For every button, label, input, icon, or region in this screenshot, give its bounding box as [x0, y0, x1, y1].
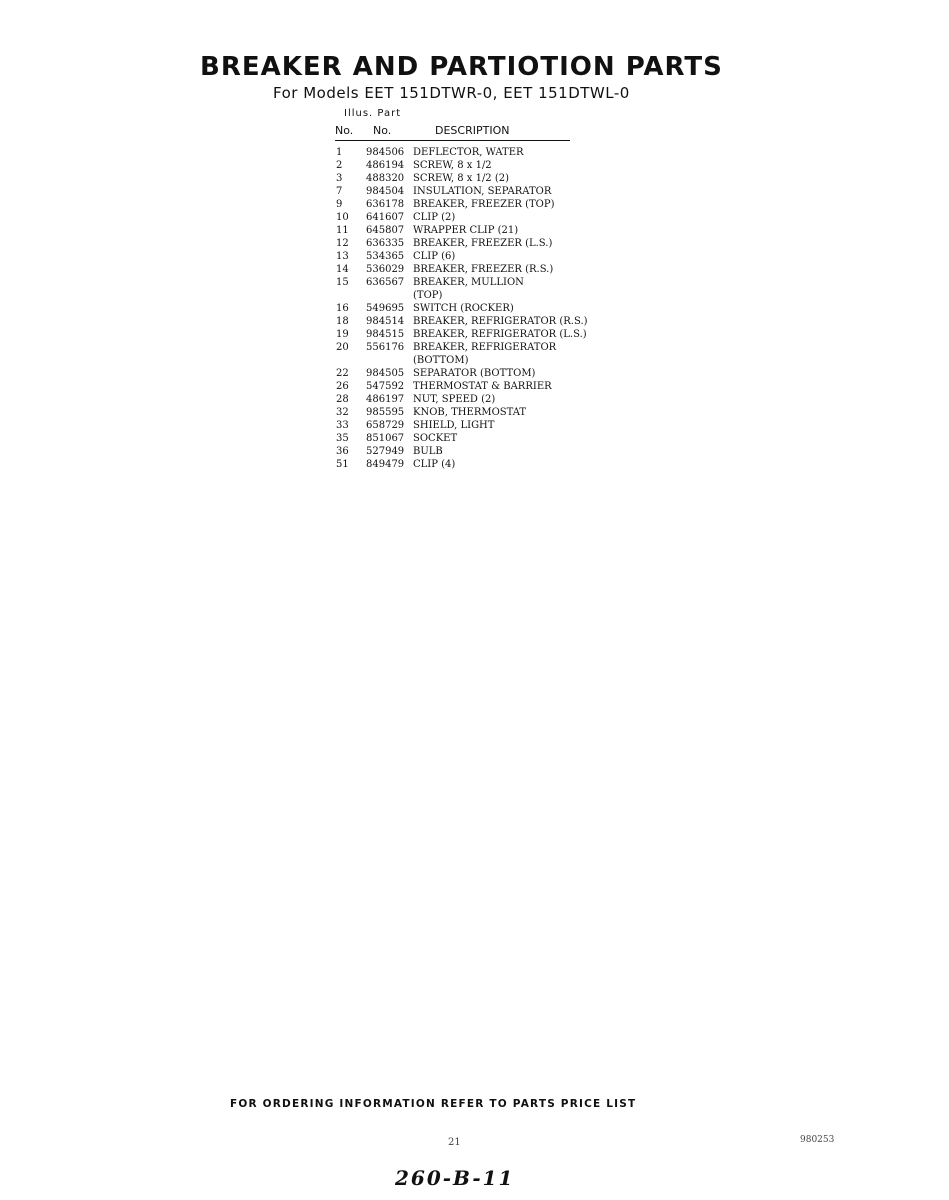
part-no: 636567 — [366, 277, 405, 288]
description: SHIELD, LIGHT — [413, 420, 495, 431]
description: NUT, SPEED (2) — [413, 394, 496, 405]
illus-no: 32 — [336, 407, 349, 418]
part-no: 645807 — [366, 225, 405, 236]
illus-no: 1 — [336, 147, 343, 158]
column-header-description: DESCRIPTION — [435, 124, 510, 137]
part-no: 527949 — [366, 446, 405, 457]
illus-no: 22 — [336, 368, 349, 379]
illus-no: 3 — [336, 173, 343, 184]
illus-no: 7 — [336, 186, 343, 197]
description: (TOP) — [413, 290, 443, 301]
description: SCREW, 8 x 1/2 (2) — [413, 173, 510, 184]
part-no: 534365 — [366, 251, 405, 262]
document-code: 980253 — [800, 1135, 835, 1145]
illus-no: 20 — [336, 342, 349, 353]
description: DEFLECTOR, WATER — [413, 147, 524, 158]
part-no: 547592 — [366, 381, 405, 392]
illus-no: 19 — [336, 329, 349, 340]
column-header-row — [335, 124, 570, 141]
description: CLIP (6) — [413, 251, 456, 262]
illus-no: 33 — [336, 420, 349, 431]
part-no: 984506 — [366, 147, 405, 158]
description: BREAKER, FREEZER (L.S.) — [413, 238, 553, 249]
part-no: 636335 — [366, 238, 405, 249]
description: WRAPPER CLIP (21) — [413, 225, 519, 236]
illus-no: 16 — [336, 303, 349, 314]
illus-no: 36 — [336, 446, 349, 457]
part-no: 984515 — [366, 329, 405, 340]
description: BREAKER, MULLION — [413, 277, 524, 288]
illus-no: 13 — [336, 251, 349, 262]
illus-no: 2 — [336, 160, 343, 171]
illus-no: 35 — [336, 433, 349, 444]
description: SCREW, 8 x 1/2 — [413, 160, 492, 171]
description: CLIP (2) — [413, 212, 456, 223]
description: BULB — [413, 446, 443, 457]
description: KNOB, THERMOSTAT — [413, 407, 527, 418]
handwritten-reference: 260-B-11 — [395, 1166, 515, 1190]
page-title: BREAKER AND PARTIOTION PARTS — [200, 52, 723, 82]
models-subtitle: For Models EET 151DTWR-0, EET 151DTWL-0 — [273, 84, 630, 102]
description: BREAKER, FREEZER (TOP) — [413, 199, 555, 210]
part-no: 984514 — [366, 316, 405, 327]
part-no: 636178 — [366, 199, 405, 210]
description: BREAKER, REFRIGERATOR — [413, 342, 557, 353]
ordering-note: FOR ORDERING INFORMATION REFER TO PARTS PRICE LIST — [230, 1098, 637, 1110]
part-no: 488320 — [366, 173, 405, 184]
illus-no: 12 — [336, 238, 349, 249]
part-no: 536029 — [366, 264, 405, 275]
illus-no: 26 — [336, 381, 349, 392]
description: INSULATION, SEPARATOR — [413, 186, 552, 197]
illus-no: 51 — [336, 459, 349, 470]
illus-no: 28 — [336, 394, 349, 405]
column-header-illus-no: No. — [335, 124, 354, 137]
illus-no: 11 — [336, 225, 349, 236]
description: (BOTTOM) — [413, 355, 469, 366]
illus-no: 15 — [336, 277, 349, 288]
description: BREAKER, REFRIGERATOR (R.S.) — [413, 316, 588, 327]
illus-no: 9 — [336, 199, 343, 210]
part-no: 641607 — [366, 212, 405, 223]
description: THERMOSTAT & BARRIER — [413, 381, 552, 392]
part-no: 486194 — [366, 160, 405, 171]
part-no: 849479 — [366, 459, 405, 470]
illus-no: 18 — [336, 316, 349, 327]
illus-no: 10 — [336, 212, 349, 223]
part-no: 549695 — [366, 303, 405, 314]
description: SWITCH (ROCKER) — [413, 303, 514, 314]
description: SEPARATOR (BOTTOM) — [413, 368, 536, 379]
description: SOCKET — [413, 433, 458, 444]
part-no: 851067 — [366, 433, 405, 444]
part-no: 985595 — [366, 407, 405, 418]
illus-no: 14 — [336, 264, 349, 275]
description: BREAKER, FREEZER (R.S.) — [413, 264, 554, 275]
column-header-part-no: No. — [373, 124, 392, 137]
description: BREAKER, REFRIGERATOR (L.S.) — [413, 329, 587, 340]
column-header-top: Illus. Part — [344, 108, 402, 119]
part-no: 984504 — [366, 186, 405, 197]
part-no: 556176 — [366, 342, 405, 353]
part-no: 486197 — [366, 394, 405, 405]
page-number: 21 — [448, 1137, 461, 1148]
part-no: 658729 — [366, 420, 405, 431]
part-no: 984505 — [366, 368, 405, 379]
description: CLIP (4) — [413, 459, 456, 470]
